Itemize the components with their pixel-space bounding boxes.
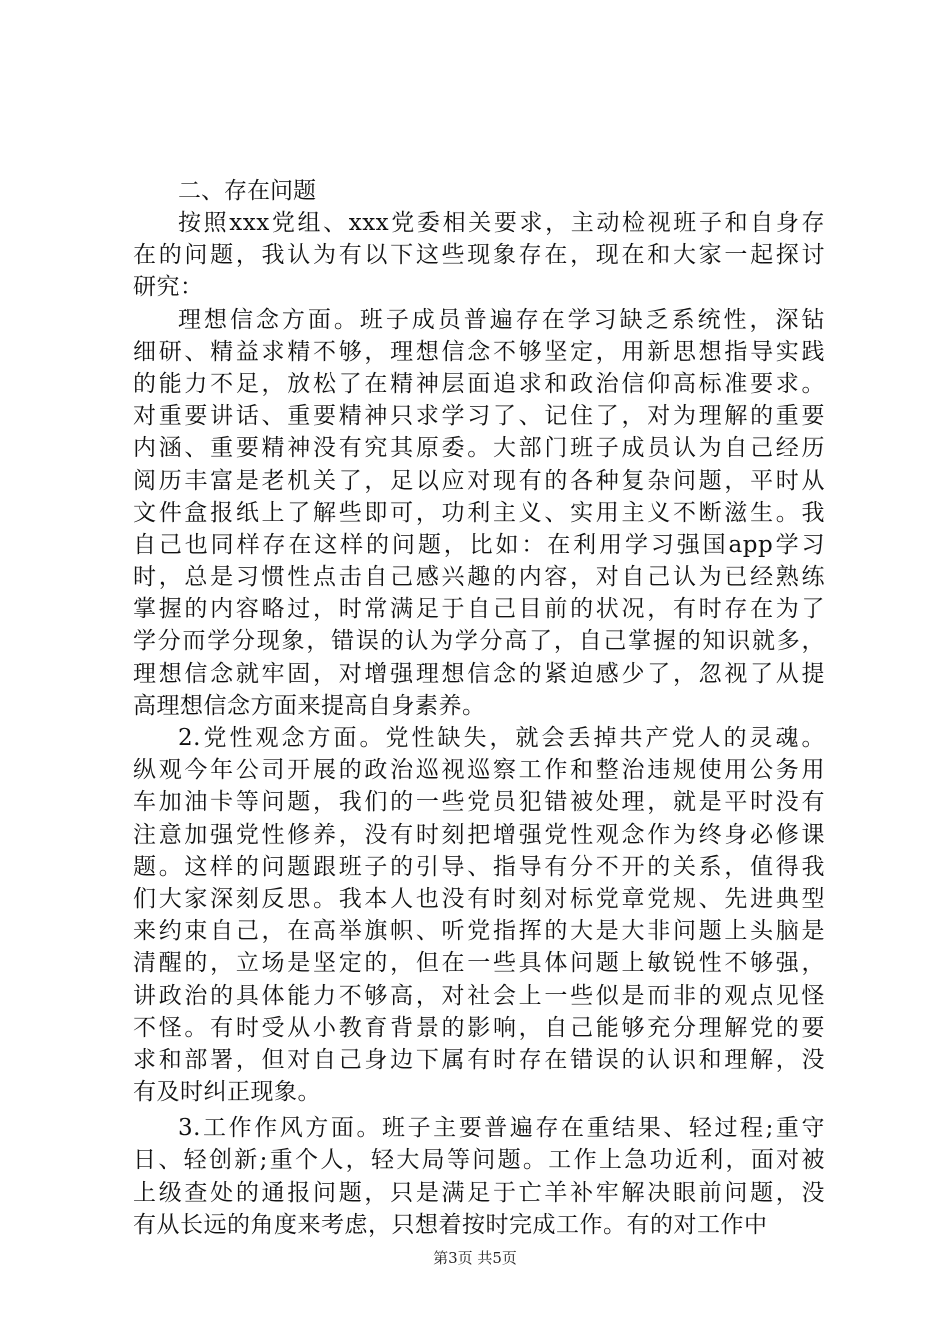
paragraph-list (133, 207, 825, 1241)
text-line: 在的问题，我认为有以下这些现象存在，现在和大家一起探讨 (133, 242, 825, 269)
text-line: 车加油卡等问题，我们的一些党员犯错被处理，就是平时没有 (133, 789, 825, 816)
section-heading: 二、存在问题 (178, 178, 316, 204)
text-line: 不怪。有时受从小教育背景的影响，自己能够充分理解党的要 (133, 1014, 825, 1041)
text-line: 自己也同样存在这样的问题，比如：在利用学习强国app学习 (133, 531, 825, 558)
paragraph (133, 304, 825, 722)
text-line: 注意加强党性修养，没有时刻把增强党性观念作为终身必修课 (133, 821, 825, 848)
text-line: 求和部署，但对自己身边下属有时存在错误的认识和理解，没 (133, 1046, 825, 1073)
text-line: 内涵、重要精神没有究其原委。大部门班子成员认为自己经历 (133, 435, 825, 462)
text-line: 时，总是习惯性点击自己感兴趣的内容，对自己认为已经熟练 (133, 564, 825, 591)
paragraph (133, 207, 825, 304)
text-line: 细研、精益求精不够，理想信念不够坚定，用新思想指导实践 (133, 338, 825, 365)
text-line: 纵观今年公司开展的政治巡视巡察工作和整治违规使用公务用 (133, 757, 825, 784)
text-line: 理想信念就牢固，对增强理想信念的紧迫感少了，忽视了从提 (133, 660, 825, 687)
text-line: 理想信念方面。班子成员普遍存在学习缺乏系统性，深钻 (178, 306, 825, 333)
text-line: 3.工作作风方面。班子主要普遍存在重结果、轻过程;重守 (178, 1115, 825, 1142)
text-line: 清醒的，立场是坚定的，但在一些具体问题上敏锐性不够强， (133, 950, 825, 977)
paragraph (133, 1112, 825, 1241)
text-line: 研究： (133, 274, 204, 301)
text-line: 学分而学分现象，错误的认为学分高了，自己掌握的知识就多， (133, 628, 825, 655)
text-line: 上级查处的通报问题，只是满足于亡羊补牢解决眼前问题，没 (133, 1179, 825, 1206)
text-line: 高理想信念方面来提高自身素养。 (133, 692, 486, 719)
text-line: 有及时纠正现象。 (133, 1079, 321, 1106)
text-line: 阅历丰富是老机关了，足以应对现有的各种复杂问题，平时从 (133, 467, 825, 494)
text-line: 对重要讲话、重要精神只求学习了、记住了，对为理解的重要 (133, 403, 825, 430)
text-line: 按照xxx党组、xxx党委相关要求，主动检视班子和自身存 (178, 210, 825, 236)
text-line: 题。这样的问题跟班子的引导、指导有分不开的关系，值得我 (133, 853, 825, 880)
text-line: 来约束自己，在高举旗帜、听党指挥的大是大非问题上头脑是 (133, 918, 825, 945)
text-line: 们大家深刻反思。我本人也没有时刻对标党章党规、先进典型 (133, 885, 825, 912)
text-line: 讲政治的具体能力不够高，对社会上一些似是而非的观点见怪 (133, 982, 825, 1009)
text-line: 2.党性观念方面。党性缺失，就会丢掉共产党人的灵魂。 (178, 725, 825, 751)
text-line: 的能力不足，放松了在精神层面追求和政治信仰高标准要求。 (133, 370, 825, 397)
paragraph (133, 722, 825, 1108)
text-line: 文件盒报纸上了解些即可，功利主义、实用主义不断滋生。我 (133, 499, 825, 526)
page-footer: 第3页 共5页 (433, 1249, 517, 1267)
document-body (133, 175, 825, 1241)
text-line: 掌握的内容略过，时常满足于自己目前的状况，有时存在为了 (133, 596, 825, 623)
text-line: 日、轻创新;重个人，轻大局等问题。工作上急功近利，面对被 (133, 1147, 825, 1174)
text-line: 有从长远的角度来考虑，只想着按时完成工作。有的对工作中 (133, 1211, 768, 1238)
